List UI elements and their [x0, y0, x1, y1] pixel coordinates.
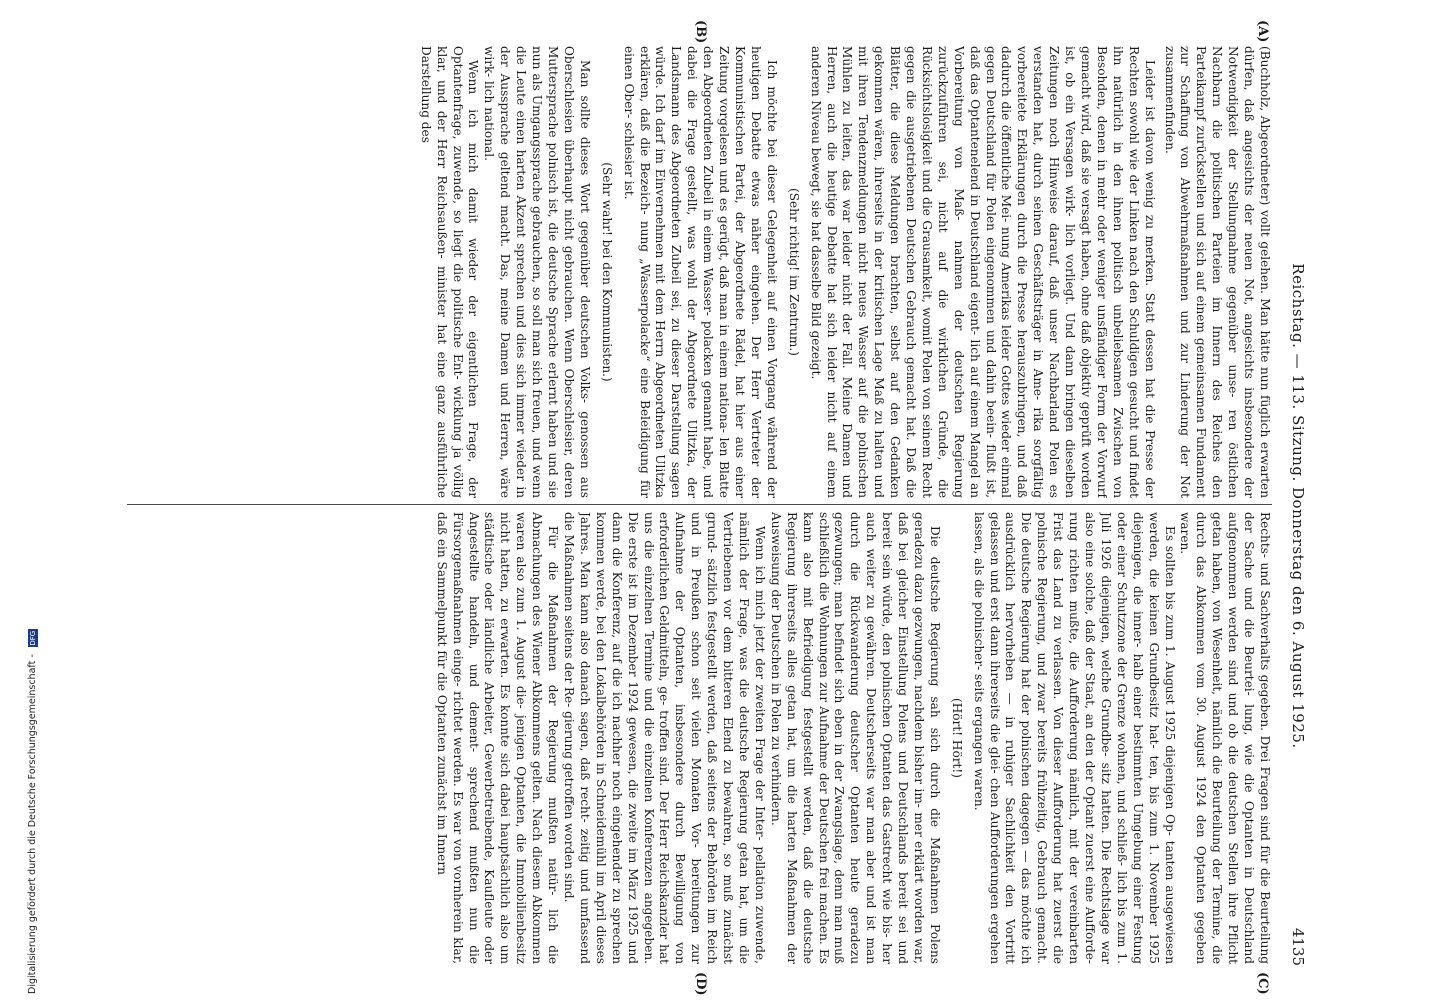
paragraph: Für die Maßnahmen der Regierung mußten natür- lich die Abmachungen des Wiener Abkommens gelten. Nach diesem Abkommen waren also zum 1. August die- jenigen Optanten, die Immobilienbesitz nicht hatten, zu erwarten. Es konnte sich dabei hauptsächlich also um städtische oder ländliche Arbeiter, Gewerbetreibende, Kaufleute oder Angestellte handeln, und dement- sprechend mußten nun die Fürsorgemaßnahmen einge- richtet werden. Es war von vornherein klar, daß ein Sammelpunkt für die Optanten zunächst im Innern — [434, 512, 561, 964]
paragraph: (Buchholz, Abgeordneter) vollt gelehen. Man hätte nun füglich erwarten dürfen, daß angesichts der neuen Not, angesichts insbesondere der Notwendigkeit der Stellungnahme gegenüber unse- ren östlichen Nachbarn die politischen Parteien im Innern des Reiches den Parteikampf zurückstellen und sich auf einem gemeinsamen Fundament zur Schaffung von Abwehrmaßnahmen und zur Linderung der Not zusammenfinden. — [1162, 46, 1272, 498]
scanned-page-viewport — [112, 0, 1320, 1000]
left-column — [122, 46, 1272, 498]
column-divider — [127, 504, 1272, 505]
page-header — [1284, 46, 1312, 966]
interjection: (Sehr richtig! im Zentrum.) — [786, 188, 801, 356]
interjection: (Hört! Hört!) — [949, 698, 964, 778]
running-title: Reichstag. — 113. Sitzung. Donnerstag den 6. August 1925. — [1289, 263, 1307, 749]
margin-marker-c: (C) — [1255, 972, 1270, 995]
paragraph: Man sollte dieses Wort gegenüber deutschen Volks- genossen aus Oberschlesien überhaupt nicht gebrauchen. Wenn Oberschlesier, deren Muttersprache polnisch ist, die deutsche Sprache erlernt haben und sie nun als Umgangssprache gebrauchen, so soll man sich freuen, und wenn die Leute einen harten Akzent sprechen und dies sich immer wieder in der Aussprache geltend macht. Das, meine Damen und Herren, wäre wirk- lich national. — [482, 46, 592, 498]
paragraph: Ich möchte bei dieser Gelegenheit auf einen Vorgang während der heutigen Debatte etwas näher eingehen. Der Herr Vertreter der Kommunistischen Partei, der Abgeordnete Rädel, hat hier aus einer Zeitung vorgelesen und es gerügt, daß man in einem nationa- len Blatte den Abgeordneten Zubeil in einem Wasser- polacken genannt habe, und dabei die Frage gestellt, was wohl der Abgeordnete Ulitzka, der Landsmann des Abgeordneten Zubeil sei, zu dieser Darstellung sagen würde. Ich darf im Einvernehmen mit dem Herrn Abgeordneten Ulitzka erklären, daß die Bezeich- nung „Wasserpolacke“ eine Beleidigung für einen Ober- schlesier ist. — [621, 46, 779, 498]
page-number: 4135 — [1289, 927, 1307, 966]
interjection: (Sehr wahr! bei den Kommunisten.) — [599, 162, 614, 382]
digitization-credit — [22, 0, 44, 994]
margin-marker-a: (A) — [1255, 20, 1270, 43]
dfg-logo-icon: DFG — [28, 630, 37, 646]
margin-marker-b: (B) — [693, 20, 708, 44]
paragraph: Leider ist davon wenig zu merken. Statt dessen hat die Presse der Rechten sowohl wie der Linken nach den Schuldigen gesucht und findet ihn natürlich in den ihnen politisch unbeliebsamen Zwischen von Besohden, denen in mehr oder weniger unsfändiger Form der Vorwurf gemacht wird, daß sie versagt haben, ohne daß objektiv geprüft worden ist, ob ein Versagen wirk- lich vorliegt. Und dann bringen dieselben Zeitungen noch Hinweise darauf, daß unser Nachbarland Polen es verstanden hat, durch seinen Geschäftsträger in Ame- rika sorgfältig vorbereitete Erklärungen durch die Presse herauszubringen, und daß dadurch die öffentliche Mei- nung Amerikas leider Gottes wieder einmal gegen Deutschland für Polen eingenommen und dahin beein- flußt ist, daß das Optantenelend in Deutschland eigent- lich auf einem Mangel an Vorbereitung von Maß- nahmen der deutschen Regierung zurückzuführen sei, nicht auf die wirklichen Gründe, die Rücksichtslosigkeit und die Grausamkeit, womit Polen von seinem Recht gegen die ausgetriebenen Deutschen Gebrauch gemacht hat. Daß die Blätter, die diese Meldungen brachten, selbst auf den Gedanken gekommen wären, ihrerseits in der kritischen Lage Maß zu halten und mit ihren Tendenzmeldungen nicht neues Wasser auf die polnischen Mühlen zu leiten, das war leider nicht der Fall. Meine Damen und Herren, auch die heutige Debatte hat sich leider nicht auf einem anderen Niveau bewegt, sie hat dasselbe Bild gezeigt. — [808, 46, 1157, 498]
credit-text: Digitalisierung gefördert durch die Deutsche Forschungsgemeinschaft - — [27, 654, 38, 994]
right-column — [122, 512, 1272, 964]
paragraph: Rechts- und Sachverhalts gegeben. Drei Fragen sind für die Beurteilung der Sache und die Beurtei- lung, wie die Optanten in Deutschland aufgenommen werden sind und ob die deutschen Stellen ihre Pflicht getan haben, von Wesenheit, nämlich die Beurteilung der Termine, die durch das Abkommen vom 30. August 1924 den Optanten gegeben waren. — [1178, 512, 1272, 964]
margin-marker-d: (D) — [693, 972, 708, 996]
paragraph: Wenn ich mich damit wieder der eigentlichen Frage, der Optantenfrage, zuwende, so liegt die politische Ent- wicklung ja völlig klar, und der Herr Reichsaußen- minister hat eine ganz ausführliche Darstellung des — [418, 46, 481, 498]
document-page — [112, 0, 1320, 1000]
paragraph: Es sollten bis zum 1. August 1925 diejenigen Op- tanten ausgewiesen werden, die keinen Grundbesitz hat- ten, bis zum 1. November 1925 diejenigen, die inner- halb einer bestimmten Umgebung einer Festung oder einer Schutzzone der Grenze wohnen, und schließ- lich bis zum 1. Juli 1926 diejenigen, welche Grundbe- sitz hatten. Die Rechtslage war also eine solche, daß der Staat, an den der Optant zuerst eine Aufforde- rung richten mußte, die Aufforderung nämlich, mit der vereinbarten Frist das Land zu verlassen. Von dieser Aufforderung hat zuerst die polnische Regierung, und zwar bereits frühzeitig, Gebrauch gemacht. Die deutsche Regierung hat der polnischen dagegen — das möchte ich ausdrücklich hervorheben — in ruhiger Sachlichkeit den Vortritt gelassen und erst dann ihrerseits die glei- chen Aufforderungen ergehen lassen, als die polnischer- seits ergangen waren. — [971, 512, 1177, 964]
paragraph: Wenn ich mich jetzt der zweiten Frage der Inter- pellation zuwende, nämlich der Frage, was die deutsche Regierung getan hat, um die Vertriebenen vor dem bitteren Elend zu bewahren, so muß zunächst grund- sätzlich festgestellt werden, daß seitens der Behörden im Reich und in Preußen schon seit vielen Monaten Vor- bereitungen zur Aufnahme der Optanten, insbesondere durch Bewilligung von erforderlichen Geldmitteln, ge- troffen sind. Der Herr Reichskanzler hat uns die einzelnen Termine und die einzelnen Konferenzen angegeben. Die erste ist im Dezember 1924 gewesen, die zweite im März 1925 und dann die Konferenz, auf die ich nachher noch eingehender zu sprechen kommen werde, bei den Lokalbehörden in Schneidemühl im April dieses Jahres. Man kann also danach sagen, daß recht- zeitig und umfassend die Maßnahmen seitens der Re- gierung getroffen worden sind. — [562, 512, 767, 964]
paragraph: Die deutsche Regierung sah sich durch die Maßnahmen Polens geradezu dazu gezwungen, nachdem bisher im- mer erklärt worden war, daß bei gleicher Einstellung Polens und Deutschlands bereit sei und bereit sein würde, den polnischen Optanten das Gastrecht wie bis- her auch weiter zu gewähren. Deutscherseits war man aber und ist man durch die Rückwanderung deutscher Optanten heute geradezu gezwungen; man befindet sich eben in der Zwangslage, denn man muß schließlich die Wohnungen zur Aufnahme der Deutschen frei machen. Es kann also mit Befriedigung festgestellt werden, daß die deutsche Regierung ihrerseits alles getan hat, um die harten Maßnahmen der Ausweisung der Deutschen in Polen zu verhindern. — [768, 512, 942, 964]
